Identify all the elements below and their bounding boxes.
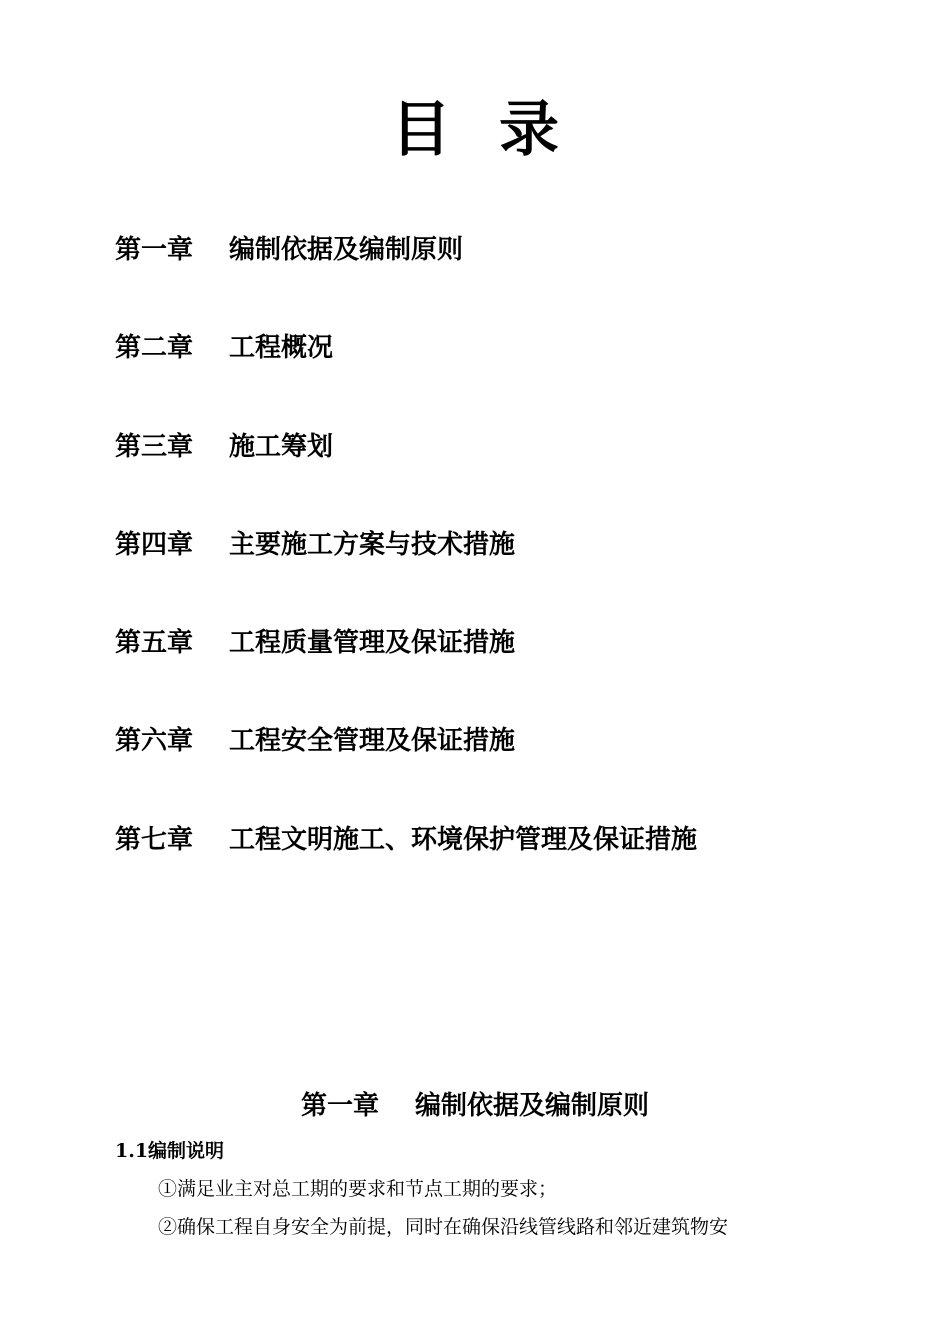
toc-item-title: 主要施工方案与技术措施 xyxy=(229,529,516,560)
toc-item xyxy=(115,527,697,625)
toc-item xyxy=(115,232,697,330)
toc-list xyxy=(115,232,697,920)
section-heading-title: 编制依据及编制原则 xyxy=(414,1091,649,1121)
toc-title-left: 目 xyxy=(391,95,451,165)
toc-item-title: 施工筹划 xyxy=(229,431,334,462)
subsection-heading: 1.1编制说明 xyxy=(115,1140,225,1162)
toc-item-title: 工程质量管理及保证措施 xyxy=(229,628,516,659)
toc-title-right: 录 xyxy=(499,95,559,165)
toc-title xyxy=(0,95,950,165)
toc-item-chapter: 第三章 xyxy=(115,431,194,462)
toc-item xyxy=(115,625,697,723)
toc-item-chapter: 第七章 xyxy=(115,824,194,855)
toc-item-title: 工程文明施工、环境保护管理及保证措施 xyxy=(229,824,698,855)
toc-item-title: 工程概况 xyxy=(229,333,334,364)
toc-item-chapter: 第四章 xyxy=(115,529,194,560)
toc-item-title: 编制依据及编制原则 xyxy=(229,235,464,265)
toc-item xyxy=(115,429,697,527)
toc-item-chapter: 第一章 xyxy=(115,235,194,265)
section-heading-chapter: 第一章 xyxy=(300,1091,379,1121)
toc-item-chapter: 第二章 xyxy=(115,333,194,364)
section-heading xyxy=(0,1088,950,1124)
toc-item xyxy=(115,330,697,428)
toc-item-chapter: 第五章 xyxy=(115,628,194,659)
body-paragraph: ①满足业主对总工期的要求和节点工期的要求； xyxy=(158,1178,558,1200)
body-paragraph: ②确保工程自身安全为前提，同时在确保沿线管线路和邻近建筑物安 xyxy=(158,1216,729,1238)
toc-item xyxy=(115,723,697,821)
toc-item-chapter: 第六章 xyxy=(115,726,194,757)
toc-item xyxy=(115,822,697,920)
toc-item-title: 工程安全管理及保证措施 xyxy=(229,726,516,757)
